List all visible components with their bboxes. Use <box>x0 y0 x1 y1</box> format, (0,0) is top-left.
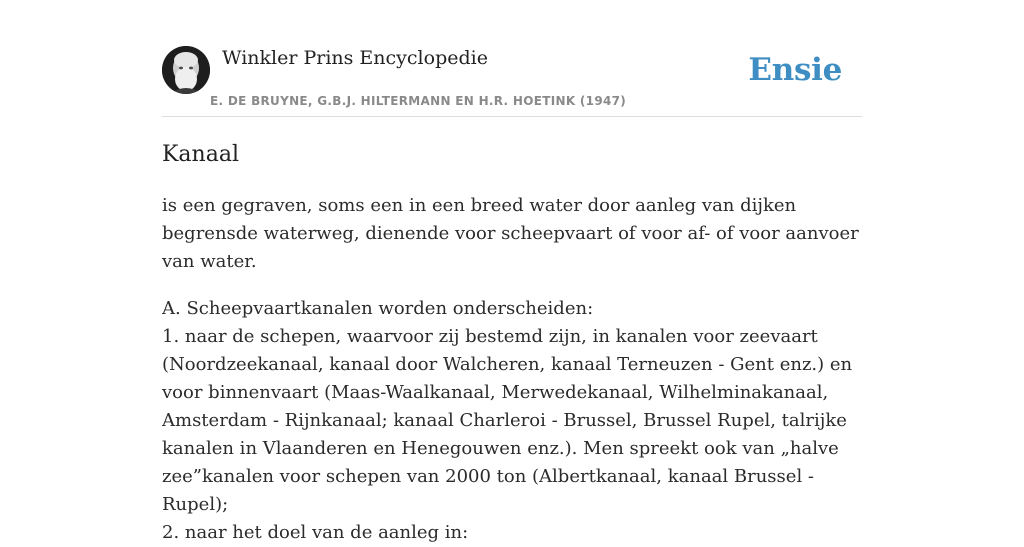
source-authors: E. DE BRUYNE, G.B.J. HILTERMANN EN H.R. HOETINK (1947) <box>210 94 627 108</box>
page <box>162 0 862 543</box>
entry-paragraph-list <box>162 295 862 547</box>
entry-line: 1. naar de schepen, waarvoor zij bestemd zijn, in kanalen voor zeevaart (Noordzeekanaal, kanaal door Walcheren, kanaal Terneuzen - Gent enz.) en voor binnenvaart (Maas-Waalkanaal, Merwedekanaal, Wilhelminakanaal, Amsterdam - Rijnkanaal; kanaal Charleroi - Brussel, Brussel Rupel, talrijke kanalen in Vlaanderen en Henegouwen enz.). Men spreekt ook van „halve zee”kanalen voor schepen van 2000 ton (Albertkanaal, kanaal Brussel - Rupel); <box>162 326 853 515</box>
source-header <box>162 44 862 117</box>
entry-body <box>162 192 862 547</box>
entry-line: 2. naar het doel van de aanleg in: <box>162 522 469 543</box>
author-avatar[interactable] <box>162 46 210 94</box>
source-title[interactable]: Winkler Prins Encyclopedie <box>222 47 488 69</box>
brand-logo[interactable]: Ensie <box>748 52 842 88</box>
entry-line: A. Scheepvaartkanalen worden onderscheiden: <box>162 298 594 319</box>
entry-paragraph: is een gegraven, soms een in een breed water door aanleg van dijken begrensde waterweg, dienende voor scheepvaart of voor af- of voor aanvoer van water. <box>162 195 859 272</box>
portrait-photo-icon <box>162 46 210 94</box>
entry-title: Kanaal <box>162 142 239 167</box>
